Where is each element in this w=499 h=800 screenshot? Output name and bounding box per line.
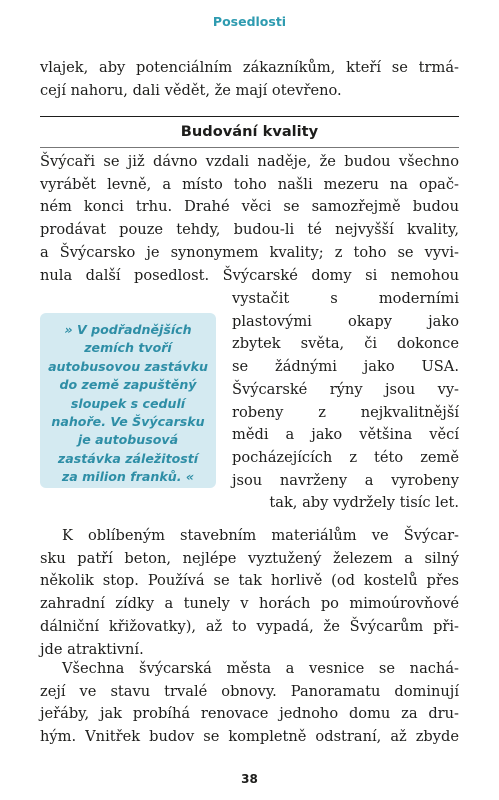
text-line: prodávat pouze tehdy, budou-li té nejvyšší kvality,	[40, 221, 459, 239]
text-line: zbytek světa, či dokonce	[232, 335, 459, 353]
section-rule-bottom	[40, 147, 459, 148]
text-line: hým. Vnitřek budov se kompletně odstraní, až zbyde	[40, 728, 459, 746]
wrapped-text-column	[232, 288, 459, 515]
pullquote-line: zemích tvoří	[84, 340, 172, 356]
text-line: Švýcaři se již dávno vzdali naděje, že budou všechno	[40, 153, 459, 170]
text-line: vystačit s moderními	[232, 290, 459, 307]
text-line: jsou navrženy a vyrobeny	[232, 471, 459, 489]
text-line: K oblíbeným stavebním materiálům ve Švýcar-	[62, 527, 459, 544]
text-line: Švýcarské rýny jsou vy-	[232, 380, 459, 398]
text-line: jde atraktivní.	[40, 640, 144, 658]
text-line: cejí nahoru, dali vědět, že mají otevřeno.	[40, 81, 342, 99]
pullquote-line: sloupek s cedulí	[70, 395, 186, 411]
intro-paragraph	[40, 57, 459, 102]
text-line: zahradní zídky a tunely v horách po mimoúrovňové	[40, 595, 459, 613]
pullquote-line: autobusovou zastávku	[48, 358, 208, 374]
text-line: dálniční křižovatky), až to vypadá, že Švýcarům při-	[40, 617, 459, 635]
text-line: sku patří beton, nejlépe vyztužený železem a silný	[40, 549, 459, 567]
page-number: 38	[241, 772, 258, 786]
text-line: tak, aby vydržely tisíc let.	[269, 494, 459, 512]
text-line: jeřáby, jak probíhá renovace jednoho domu za dru-	[40, 705, 459, 723]
text-line: nula další posedlost. Švýcarské domy si nemohou	[40, 266, 459, 284]
running-head: Posedlosti	[212, 14, 287, 29]
text-line: plastovými okapy jako	[232, 312, 459, 330]
text-line: pocházejících z této země	[232, 448, 459, 466]
pullquote-line: za milion franků. «	[61, 469, 195, 485]
text-line: vyrábět levně, a místo toho našli mezeru na opač-	[40, 175, 459, 193]
paragraph-renovation	[40, 658, 459, 749]
text-line: robeny z nejkvalitnější	[232, 403, 459, 421]
text-line: vlajek, aby potenciálním zákazníkům, kteří se trmá-	[40, 59, 459, 76]
text-line: Všechna švýcarská města a vesnice se nachá-	[62, 660, 459, 677]
section-title: Budování kvality	[180, 123, 319, 140]
pullquote-line: nahoře. Ve Švýcarsku	[51, 414, 205, 430]
text-line: několik stop. Používá se tak horlivě (od kostelů přes	[40, 572, 459, 590]
pullquote-line: je autobusová	[77, 432, 179, 448]
text-line: zejí ve stavu trvalé obnovy. Panoramatu dominují	[40, 682, 459, 700]
text-line: ném konci trhu. Drahé věci se samozřejmě budou	[40, 198, 459, 216]
text-line: mědi a jako většina věcí	[232, 426, 459, 444]
pullquote-box	[40, 313, 216, 488]
pullquote-line: do země zapuštěný	[59, 377, 197, 393]
section-rule-top	[40, 116, 459, 117]
pullquote-line: » V podřadnějších	[64, 322, 192, 337]
paragraph-concrete	[40, 525, 459, 661]
pullquote-text	[40, 321, 216, 487]
text-line: a Švýcarsko je synonymem kvality; z toho se vyvi-	[40, 243, 459, 261]
text-line: se žádnými jako USA.	[232, 358, 459, 376]
pullquote-line: zastávka záležitostí	[57, 450, 199, 466]
section-paragraph	[40, 151, 459, 287]
